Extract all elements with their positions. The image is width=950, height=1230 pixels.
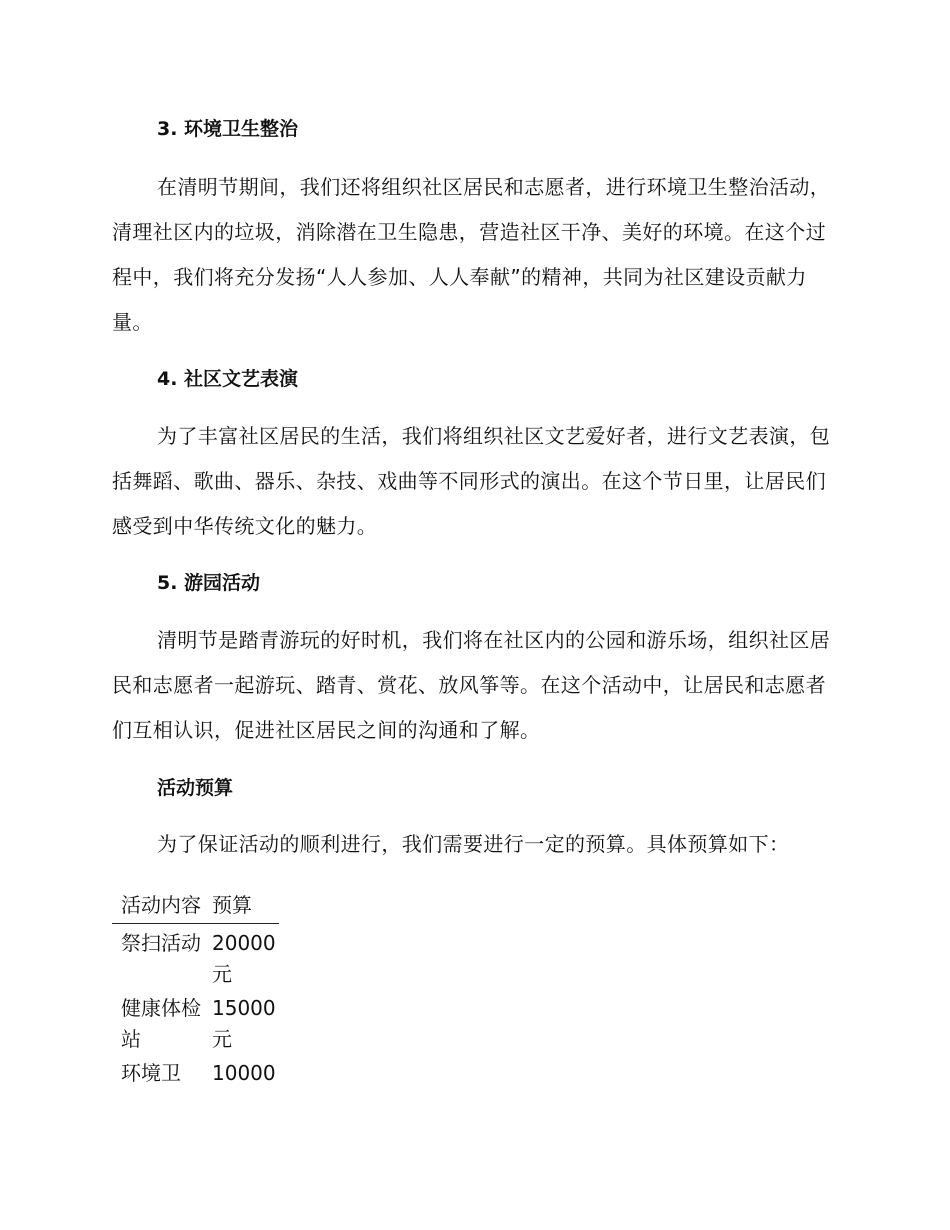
budget-table-header-row (112, 890, 279, 924)
section-paragraph-performance: 为了丰富社区居民的生活，我们将组织社区文艺爱好者，进行文艺表演，包括舞蹈、歌曲、器乐、杂技、戏曲等不同形式的演出。在这个节日里，让居民们感受到中华传统文化的魅力。 (112, 424, 831, 538)
table-cell-item: 环境卫 (121, 1061, 181, 1085)
budget-table-header-budget: 预算 (203, 890, 279, 924)
budget-heading: 活动预算 (157, 777, 234, 799)
table-cell-budget: 20000元 (212, 931, 276, 986)
budget-intro: 为了保证活动的顺利进行，我们需要进行一定的预算。具体预算如下： (157, 832, 790, 856)
budget-table-header-item: 活动内容 (112, 890, 203, 924)
section-paragraph-garden-tour: 清明节是踏青游玩的好时机，我们将在社区内的公园和游乐场，组织社区居民和志愿者一起游玩、踏青、赏花、放风筝等。在这个活动中，让居民和志愿者们互相认识，促进社区居民之间的沟通和了解。 (112, 628, 831, 742)
section-paragraph-environment: 在清明节期间，我们还将组织社区居民和志愿者，进行环境卫生整治活动，清理社区内的垃圾，消除潜在卫生隐患，营造社区干净、美好的环境。在这个过程中，我们将充分发扬“人人参加、人人奉献”的精神，共同为社区建设贡献力量。 (112, 175, 831, 334)
table-row (112, 924, 279, 994)
table-row (112, 993, 279, 1058)
table-cell-item: 健康体检站 (121, 996, 201, 1051)
section-heading-performance: 4. 社区文艺表演 (157, 368, 299, 390)
budget-table (112, 890, 279, 1092)
table-cell-budget: 15000元 (212, 996, 276, 1051)
section-heading-environment: 3. 环境卫生整治 (157, 118, 299, 140)
section-heading-garden-tour: 5. 游园活动 (157, 572, 261, 594)
table-cell-budget: 10000 (212, 1061, 276, 1085)
table-cell-item: 祭扫活动 (121, 931, 201, 955)
table-row (112, 1058, 279, 1092)
